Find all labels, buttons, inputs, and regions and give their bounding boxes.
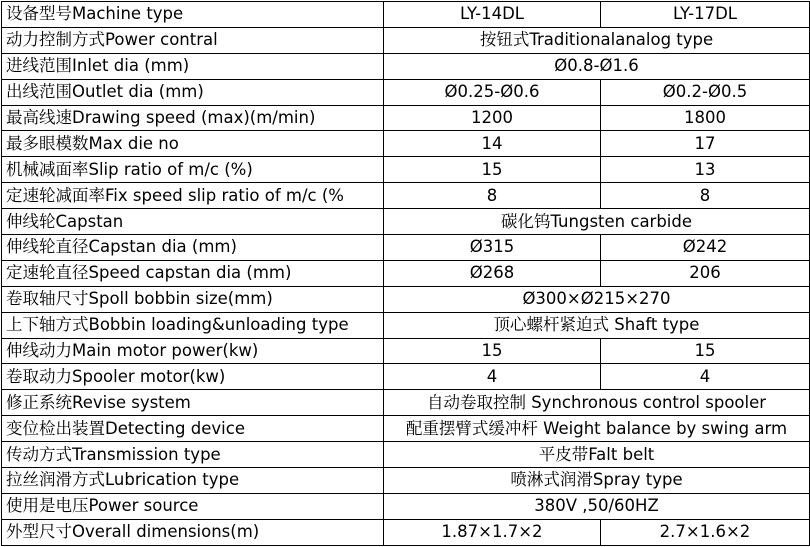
spec-value-ly-14dl: 8 (384, 183, 601, 209)
table-row (2, 157, 810, 183)
table-row (2, 390, 810, 416)
spec-value-ly-17dl: 4 (601, 364, 810, 390)
table-row (2, 442, 810, 468)
table-row (2, 493, 810, 519)
spec-label: 上下轴方式Bobbin loading&unloading type (2, 312, 384, 338)
spec-label: 伸线轮Capstan (2, 209, 384, 235)
spec-label: 伸线动力Main motor power(kw) (2, 338, 384, 364)
spec-label: 定速轮直径Speed capstan dia (mm) (2, 260, 384, 286)
spec-value-shared: 顶心螺杆紧迫式 Shaft type (384, 312, 810, 338)
table-row (2, 209, 810, 235)
spec-label: 伸线轮直径Capstan dia (mm) (2, 235, 384, 261)
spec-label: 定速轮减面率Fix speed slip ratio of m/c (% (2, 183, 384, 209)
spec-value-ly-17dl: 2.7×1.6×2 (601, 519, 810, 545)
spec-value-ly-17dl: Ø0.2-Ø0.5 (601, 79, 810, 105)
table-row (2, 416, 810, 442)
spec-label: 变位检出装置Detecting device (2, 416, 384, 442)
spec-label: 最多眼模数Max die no (2, 131, 384, 157)
spec-value-shared: 按钮式Traditionalanalog type (384, 27, 810, 53)
spec-value-ly-17dl: 17 (601, 131, 810, 157)
spec-value-ly-17dl: 1800 (601, 105, 810, 131)
table-row (2, 286, 810, 312)
table-row (2, 53, 810, 79)
spec-value-shared: Ø300×Ø215×270 (384, 286, 810, 312)
table-row (2, 2, 810, 28)
spec-label: 设备型号Machine type (2, 2, 384, 28)
spec-value-ly-17dl: LY-17DL (601, 2, 810, 28)
spec-label: 最高线速Drawing speed (max)(m/min) (2, 105, 384, 131)
table-row (2, 235, 810, 261)
spec-label: 修正系统Revise system (2, 390, 384, 416)
spec-label: 卷取动力Spooler motor(kw) (2, 364, 384, 390)
spec-label: 机械减面率Slip ratio of m/c (%) (2, 157, 384, 183)
table-row (2, 105, 810, 131)
table-row (2, 364, 810, 390)
spec-value-shared: 平皮带Falt belt (384, 442, 810, 468)
spec-value-ly-14dl: 1200 (384, 105, 601, 131)
table-row (2, 468, 810, 494)
spec-value-ly-14dl: Ø0.25-Ø0.6 (384, 79, 601, 105)
spec-label: 使用是电压Power source (2, 493, 384, 519)
table-row (2, 338, 810, 364)
spec-value-ly-14dl: 15 (384, 338, 601, 364)
spec-value-ly-14dl: 15 (384, 157, 601, 183)
spec-value-ly-14dl: Ø268 (384, 260, 601, 286)
table-row (2, 183, 810, 209)
spec-table (1, 1, 810, 546)
table-row (2, 260, 810, 286)
spec-label: 传动方式Transmission type (2, 442, 384, 468)
spec-value-shared: 380V ,50/60HZ (384, 493, 810, 519)
spec-value-ly-14dl: 1.87×1.7×2 (384, 519, 601, 545)
spec-label: 出线范围Outlet dia (mm) (2, 79, 384, 105)
spec-value-shared: 自动卷取控制 Synchronous control spooler (384, 390, 810, 416)
table-row (2, 312, 810, 338)
spec-value-shared: 碳化钨Tungsten carbide (384, 209, 810, 235)
table-row (2, 519, 810, 545)
spec-value-shared: Ø0.8-Ø1.6 (384, 53, 810, 79)
spec-value-ly-17dl: 15 (601, 338, 810, 364)
spec-value-ly-17dl: 8 (601, 183, 810, 209)
spec-value-ly-17dl: 13 (601, 157, 810, 183)
spec-table-body (2, 2, 810, 546)
spec-label: 动力控制方式Power contral (2, 27, 384, 53)
spec-value-ly-14dl: 4 (384, 364, 601, 390)
table-row (2, 27, 810, 53)
spec-label: 拉丝润滑方式Lubrication type (2, 468, 384, 494)
spec-label: 进线范围Inlet dia (mm) (2, 53, 384, 79)
spec-value-ly-17dl: 206 (601, 260, 810, 286)
spec-value-shared: 喷淋式润滑Spray type (384, 468, 810, 494)
table-row (2, 131, 810, 157)
spec-label: 外型尺寸Overall dimensions(m) (2, 519, 384, 545)
spec-value-ly-14dl: 14 (384, 131, 601, 157)
spec-value-shared: 配重摆臂式缓冲杆 Weight balance by swing arm (384, 416, 810, 442)
spec-value-ly-14dl: LY-14DL (384, 2, 601, 28)
table-row (2, 79, 810, 105)
spec-label: 卷取轴尺寸Spoll bobbin size(mm) (2, 286, 384, 312)
spec-value-ly-17dl: Ø242 (601, 235, 810, 261)
spec-value-ly-14dl: Ø315 (384, 235, 601, 261)
